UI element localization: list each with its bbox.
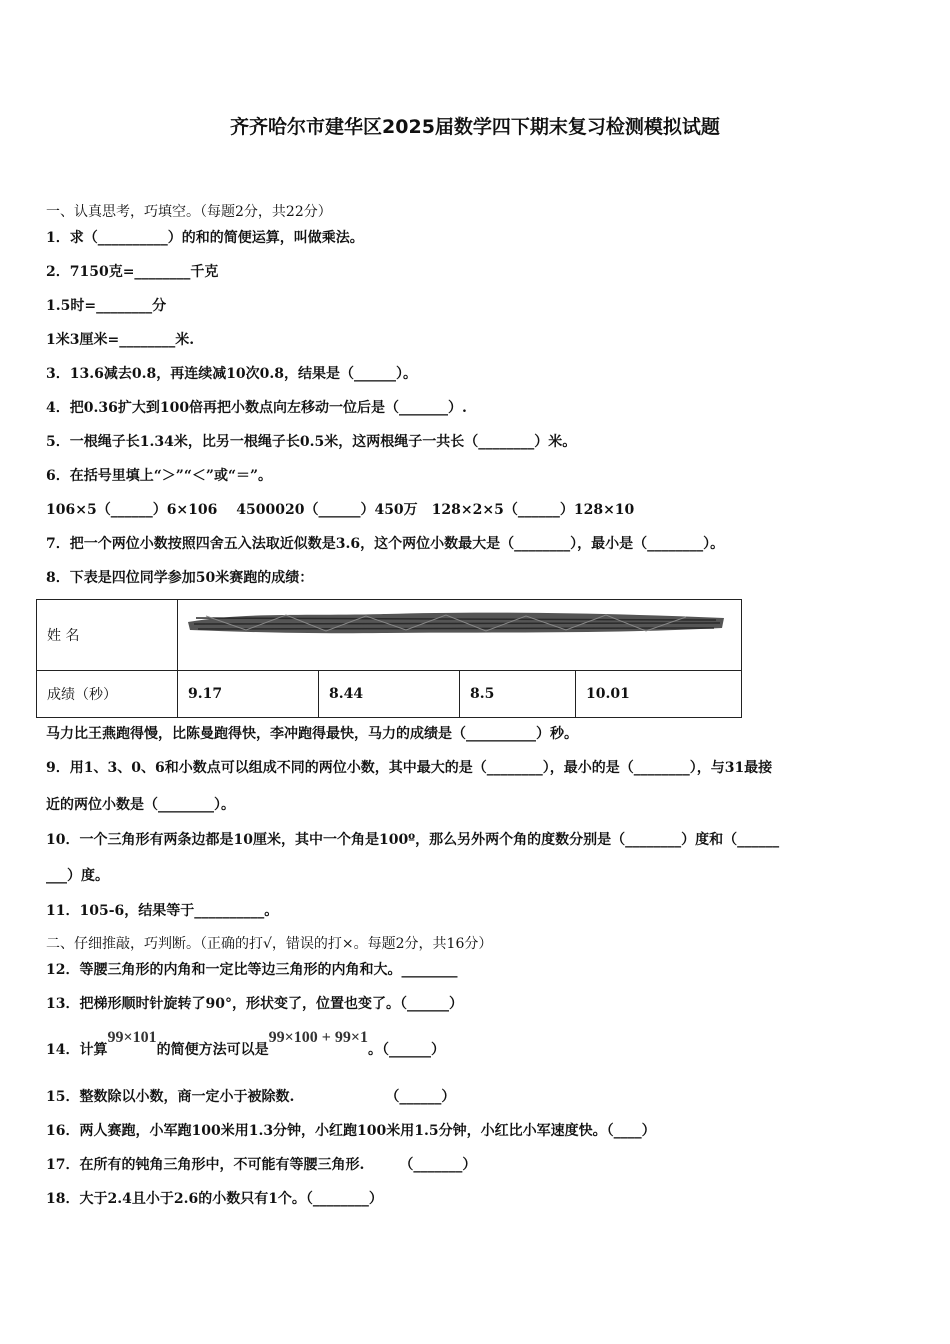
- question-13: 13．把梯形顺时针旋转了90°，形状变了，位置也变了。（______）: [46, 996, 463, 1012]
- question-8-statement: 马力比王燕跑得慢，比陈曼跑得快，李冲跑得最快，马力的成绩是（__________）秒。: [46, 726, 578, 742]
- table-row: [37, 600, 742, 671]
- score-cell: 9.17: [178, 671, 319, 718]
- question-10-continued: ___）度。: [46, 868, 109, 884]
- question-7: 7．把一个两位小数按照四舍五入法取近似数是3.6，这个两位小数最大是（________），最小是（________）。: [46, 536, 725, 552]
- question-14: [46, 1029, 445, 1060]
- question-14-prefix: 14．计算: [46, 1042, 108, 1058]
- question-10: 10．一个三角形有两条边都是10厘米，其中一个角是100º，那么另外两个角的度数分别是（________）度和（______: [46, 832, 780, 848]
- question-14-middle: 的简便方法可以是: [156, 1042, 269, 1058]
- expression-99x101: 99×101: [107, 1029, 157, 1046]
- question-17: 17．在所有的钝角三角形中，不可能有等腰三角形. （_______）: [46, 1157, 477, 1173]
- score-header: 成绩（秒）: [37, 671, 178, 718]
- score-cell: 8.44: [319, 671, 460, 718]
- score-cell: 8.5: [460, 671, 576, 718]
- question-11: 11．105-6，结果等于__________。: [46, 903, 279, 919]
- score-cell: 10.01: [576, 671, 742, 718]
- expression-99x100-plus-99x1: 99×100 + 99×1: [268, 1029, 368, 1046]
- section-2-heading: 二、仔细推敲，巧判断。（正确的打√，错误的打×。每题2分，共16分）: [46, 936, 493, 952]
- section-1-heading: 一、认真思考，巧填空。（每题2分，共22分）: [46, 204, 332, 220]
- question-2a: 2．7150克=________千克: [46, 264, 219, 280]
- question-4: 4．把0.36扩大到100倍再把小数点向左移动一位后是（_______）.: [46, 400, 467, 416]
- scribbled-names-redaction: [186, 608, 726, 638]
- page-title: 齐齐哈尔市建华区2025届数学四下期末复习检测模拟试题: [230, 116, 720, 138]
- name-header: 姓 名: [37, 600, 178, 671]
- redacted-names-cell: [178, 600, 742, 671]
- question-6-comparisons: 106×5（______）6×106 4500020（______）450万 128×2×5（______）128×10: [46, 502, 635, 518]
- question-9-continued: 近的两位小数是（________）。: [46, 797, 235, 813]
- question-3: 3．13.6减去0.8，再连续减10次0.8，结果是（______）。: [46, 366, 418, 382]
- question-1: 1．求（__________）的和的简便运算，叫做乘法。: [46, 230, 364, 246]
- question-16: 16．两人赛跑，小军跑100米用1.3分钟，小红跑100米用1.5分钟，小红比小军速度快。（____）: [46, 1123, 656, 1139]
- question-14-suffix: 。（______）: [367, 1042, 445, 1058]
- question-2c: 1米3厘米=________米.: [46, 332, 195, 348]
- question-5: 5．一根绳子长1.34米，比另一根绳子长0.5米，这两根绳子一共长（________）米。: [46, 434, 577, 450]
- question-8: 8．下表是四位同学参加50米赛跑的成绩：: [46, 570, 314, 586]
- question-18: 18．大于2.4且小于2.6的小数只有1个。（________）: [46, 1191, 383, 1207]
- question-6: 6．在括号里填上“＞”“＜”或“＝”。: [46, 468, 273, 484]
- question-12: 12．等腰三角形的内角和一定比等边三角形的内角和大。________: [46, 962, 458, 978]
- table-row: [37, 671, 742, 718]
- race-results-table: [36, 599, 742, 718]
- question-15: 15．整数除以小数，商一定小于被除数. （______）: [46, 1089, 456, 1105]
- question-2b: 1.5时=________分: [46, 298, 167, 314]
- question-9: 9．用1、3、0、6和小数点可以组成不同的两位小数，其中最大的是（________），最小的是（________），与31最接: [46, 760, 773, 776]
